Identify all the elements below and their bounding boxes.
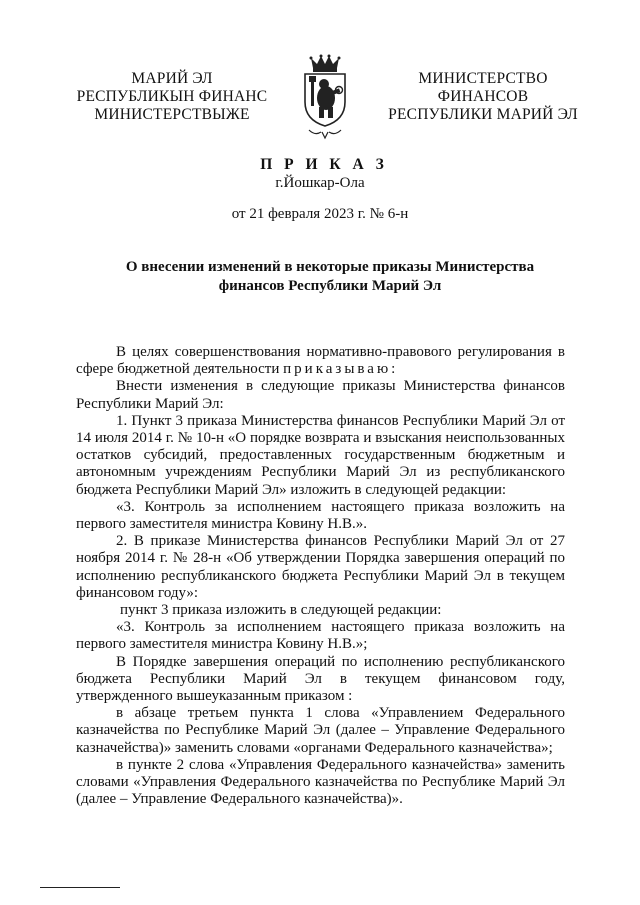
- document-subject: [120, 258, 540, 296]
- paragraph-intro: Внести изменения в следующие приказы Министерства финансов Республики Марий Эл:: [76, 378, 565, 412]
- preamble-colon: :: [391, 361, 396, 378]
- paragraph-item-1-quote: «3. Контроль за исполнением настоящего приказа возложить на первого заместителя министра Ковину Н.В.».: [76, 498, 565, 533]
- header-right-russian: [378, 70, 588, 124]
- document-date-number: от 21 февраля 2023 г. № 6-н: [231, 206, 409, 222]
- header-right-line-2: ФИНАНСОВ: [437, 88, 529, 105]
- preamble-order-word: приказываю: [283, 361, 392, 378]
- subject-line-2: финансов Республики Марий Эл: [218, 278, 442, 294]
- document-city: г.Йошкар-Ола: [275, 175, 365, 191]
- header-left-line-2: РЕСПУБЛИКЫН ФИНАНС: [76, 88, 268, 105]
- paragraph-procedure: В Порядке завершения операций по исполнению республиканского бюджета Республики Марий Эл в текущем финансовом году, утвержденного вышеуказанным приказом :: [76, 653, 565, 705]
- header-left-line-3: МИНИСТЕРСТВЫЖЕ: [94, 106, 250, 123]
- paragraph-preamble: [76, 344, 565, 378]
- paragraph-procedure-point-1: в абзаце третьем пункта 1 слова «Управлением Федерального казначейства по Республике Марий Эл (далее – Управление Федерального казначейства)» заменить словами «органами Федерального казначейства»;: [76, 705, 565, 756]
- preamble-text: В целях совершенствования нормативно-правового регулирования в сфере бюджетной деятельности: [76, 344, 565, 378]
- paragraph-item-1: 1. Пункт 3 приказа Министерства финансов Республики Марий Эл от 14 июля 2014 г. № 10-н «О порядке возврата и взыскания неиспользованных остатков субсидий, предоставленных государственным бюджетным и автономным учреждениям Республики Марий Эл из республиканского бюджета Республики Марий Эл» изложить в следующей редакции:: [76, 412, 565, 498]
- paragraph-item-2: 2. В приказе Министерства финансов Республики Марий Эл от 27 ноября 2014 г. № 28-н «Об утверждении Порядка завершения операций по исполнению республиканского бюджета Республики Марий Эл в текущем финансовом году»:: [76, 533, 565, 601]
- header-right-line-1: МИНИСТЕРСТВО: [418, 70, 548, 87]
- subject-line-1: О внесении изменений в некоторые приказы Министерства: [125, 259, 535, 275]
- mari-el-coat-of-arms-icon: [295, 54, 355, 140]
- header-right-line-3: РЕСПУБЛИКИ МАРИЙ ЭЛ: [388, 106, 578, 123]
- paragraph-procedure-point-2: в пункте 2 слова «Управления Федерального казначейства» заменить словами «Управления Федерального казначейства по Республике Марий Эл (далее – Управление Федерального казначейства)».: [76, 756, 565, 808]
- document-type-title: П Р И К А З: [260, 156, 388, 173]
- title-block: [0, 156, 640, 192]
- footnote-separator: [40, 887, 120, 888]
- header-left-line-1: МАРИЙ ЭЛ: [131, 70, 213, 87]
- header-left-mari: [72, 70, 272, 124]
- paragraph-item-2-point-3: пункт 3 приказа изложить в следующей редакции:: [120, 602, 442, 619]
- paragraph-item-2-quote: «3. Контроль за исполнением настоящего приказа возложить на первого заместителя министра Ковину Н.В.»;: [76, 619, 565, 653]
- document-body: [76, 344, 565, 808]
